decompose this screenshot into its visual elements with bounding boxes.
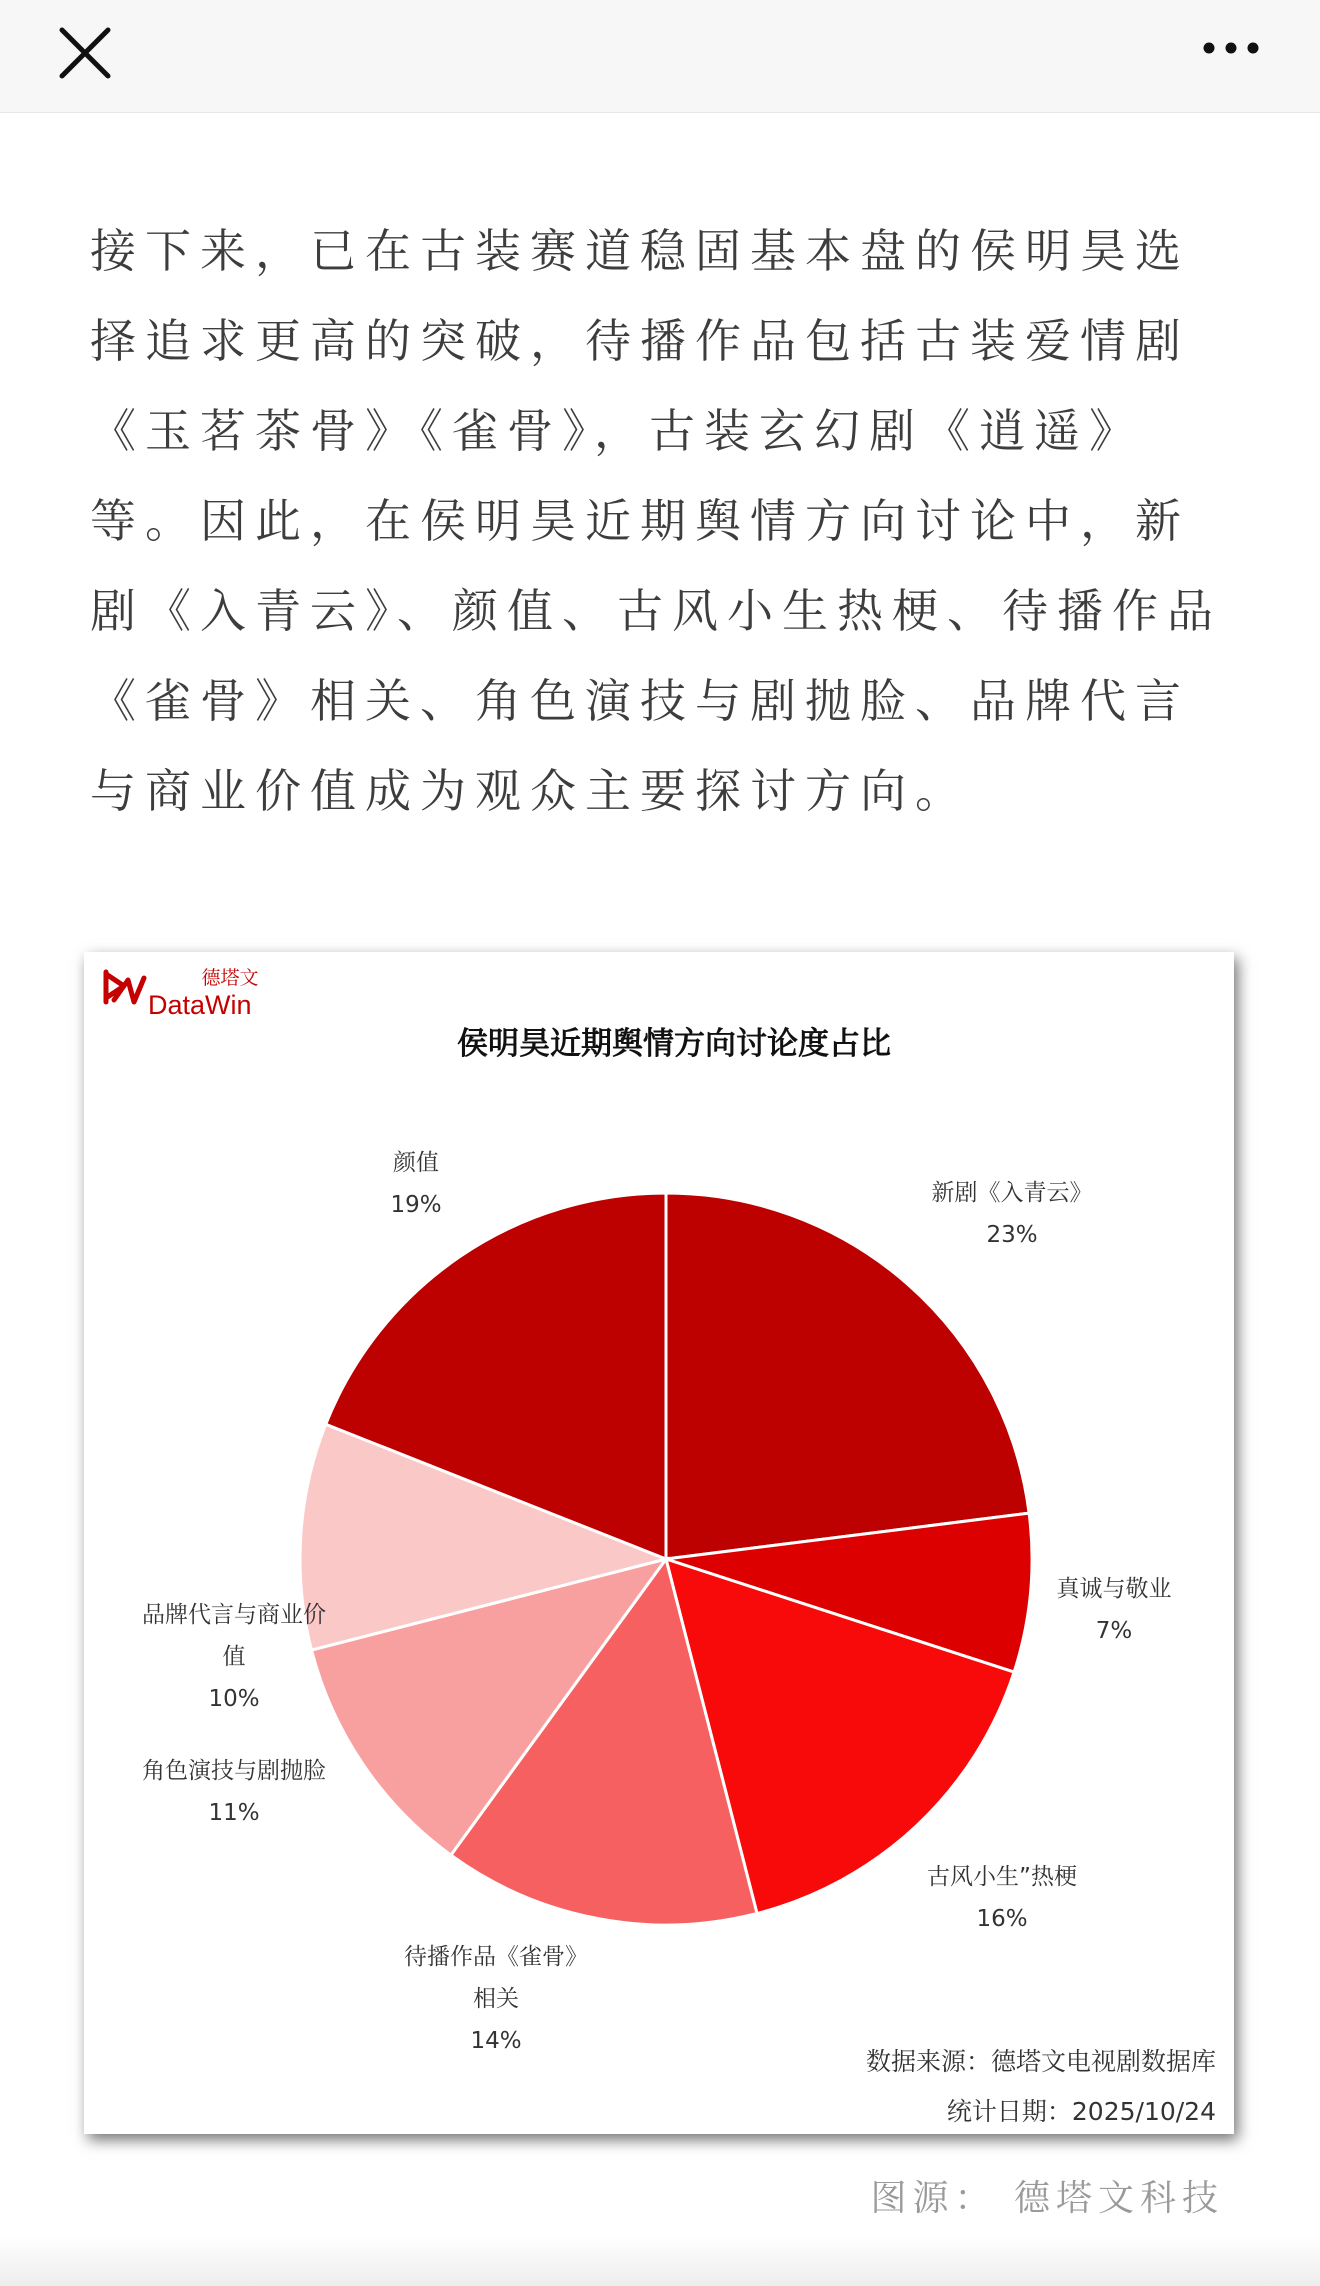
pie-label-0: 新剧《入青云》 23% [931, 1180, 1093, 1248]
close-button[interactable] [52, 20, 118, 86]
chart-date: 统计日期：2025/10/24 [946, 2097, 1216, 2126]
pie-label-3: 待播作品《雀骨》相关 14% [404, 1944, 588, 2054]
pie-label-6: 颜值 19% [390, 1150, 442, 1218]
logo-brand-en: DataWin [148, 990, 252, 1020]
pie-chart [84, 952, 1234, 2134]
datawin-logo [106, 967, 259, 1020]
bottom-fade [0, 2236, 1320, 2286]
pie-label-5: 品牌代言与商业价值 10% [142, 1602, 326, 1712]
chart-title: 侯明昊近期舆情方向讨论度占比 [457, 1026, 891, 1062]
more-options-button[interactable] [1196, 24, 1268, 84]
pie-label-1: 真诚与敬业 7% [1056, 1576, 1172, 1644]
pie-slices [300, 1193, 1032, 1925]
more-icon [1196, 24, 1268, 84]
image-caption: 图源： 德塔文科技 [870, 2178, 1224, 2219]
close-icon [52, 20, 118, 86]
chart-card [84, 952, 1234, 2134]
logo-brand-cn: 德塔文 [201, 967, 259, 989]
logo-mark [106, 972, 144, 1002]
pie-label-2: 古风小生”热梗 16% [927, 1864, 1077, 1932]
chart-source: 数据来源：德塔文电视剧数据库 [865, 2047, 1216, 2076]
top-bar [0, 0, 1320, 113]
article-paragraph: 接下来，已在古装赛道稳固基本盘的侯明昊选择追求更高的突破，待播作品包括古装爱情剧《玉茗茶骨》《雀骨》，古装玄幻剧《逍遥》等。因此，在侯明昊近期舆情方向讨论中，新剧《入青云》、颜值、古风小生热梗、待播作品《雀骨》相关、角色演技与剧抛脸、品牌代言与商业价值成为观众主要探讨方向。 [90, 224, 1222, 818]
pie-label-4: 角色演技与剧抛脸 11% [142, 1758, 326, 1826]
pie-slice-0 [666, 1193, 1029, 1559]
